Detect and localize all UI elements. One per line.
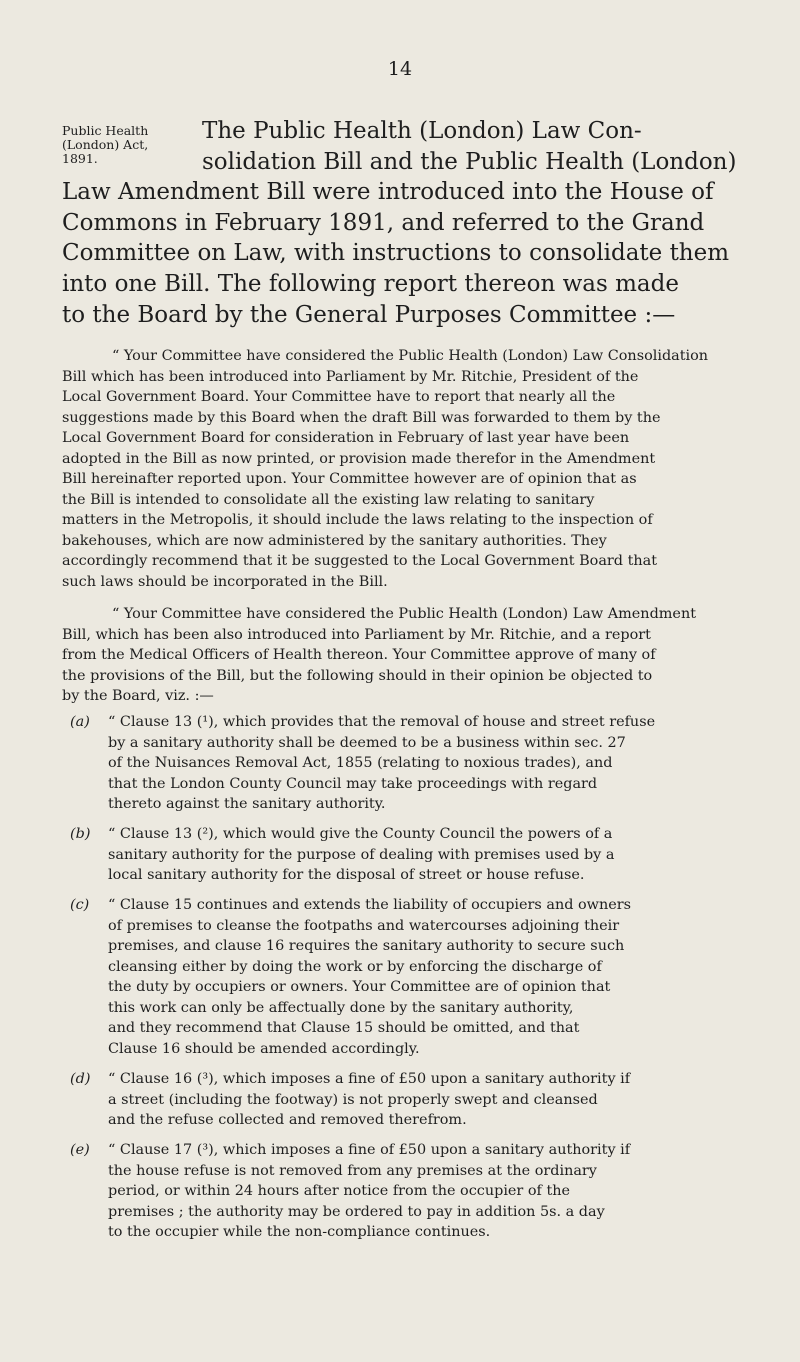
intro-line: Committee on Law, with instructions to consolidate them — [62, 240, 730, 267]
item-line: and the refuse collected and removed therefrom. — [108, 1112, 467, 1128]
objection-item-d — [62, 1069, 762, 1131]
item-line: period, or within 24 hours after notice from the occupier of the — [108, 1183, 571, 1199]
intro-line: Law Amendment Bill were introduced into the House of — [62, 179, 714, 206]
objection-item-c — [62, 895, 762, 1059]
paragraph-line: adopted in the Bill as now printed, or provision made therefor in the Amendment — [62, 450, 656, 467]
paragraph-line: the Bill is intended to consolidate all the existing law relating to sanitary — [62, 491, 595, 508]
item-line: “ Clause 13 (²), which would give the County Council the powers of a — [108, 826, 613, 842]
item-line: to the occupier while the non-compliance continues. — [108, 1224, 491, 1240]
intro-paragraph — [62, 116, 742, 330]
paragraph-line: by the Board, viz. :— — [62, 688, 214, 704]
item-line: of premises to cleanse the footpaths and watercourses adjoining their — [108, 917, 620, 934]
intro-line: The Public Health (London) Law Con- — [202, 118, 642, 144]
side-note-line: (London) Act, — [62, 137, 149, 152]
objection-item-b — [62, 824, 762, 886]
paragraph-line: Local Government Board for consideration in February of last year have been — [62, 430, 630, 446]
intro-line: to the Board by the General Purposes Committee :— — [62, 301, 676, 328]
item-line: thereto against the sanitary authority. — [108, 796, 386, 812]
item-label: (e) — [70, 1142, 90, 1158]
side-note-line: Public Health — [62, 123, 149, 138]
item-line: “ Clause 15 continues and extends the liability of occupiers and owners — [108, 897, 632, 913]
objection-item-a — [62, 712, 762, 815]
item-line: premises ; the authority may be ordered to pay in addition 5s. a day — [108, 1203, 605, 1220]
item-label: (b) — [70, 826, 91, 842]
item-line: this work can only be affectually done by the sanitary authority, — [108, 999, 574, 1016]
item-line: a street (including the footway) is not properly swept and cleansed — [108, 1091, 598, 1108]
item-label: (a) — [70, 714, 90, 730]
paragraph-line: Local Government Board. Your Committee have to report that nearly all the — [62, 389, 616, 405]
objection-item-e — [62, 1140, 762, 1243]
item-line: “ Clause 17 (³), which imposes a fine of £50 upon a sanitary authority if — [108, 1142, 631, 1158]
paragraph-amendment-bill — [62, 604, 758, 707]
paragraph-line: Bill which has been introduced into Parliament by Mr. Ritchie, President of the — [62, 368, 639, 385]
item-line: sanitary authority for the purpose of dealing with premises used by a — [108, 846, 615, 863]
paragraph-line: matters in the Metropolis, it should include the laws relating to the inspection of — [62, 512, 653, 528]
page-number: 14 — [387, 58, 413, 80]
paragraph-line: accordingly recommend that it be suggested to the Local Government Board that — [62, 553, 657, 569]
item-line: Clause 16 should be amended accordingly. — [108, 1040, 420, 1057]
paragraph-line: from the Medical Officers of Health thereon. Your Committee approve of many of — [62, 647, 656, 663]
paragraph-line: “ Your Committee have considered the Public Health (London) Law Consolidation — [112, 348, 709, 364]
paragraph-line: suggestions made by this Board when the draft Bill was forwarded to them by the — [62, 409, 661, 426]
item-line: “ Clause 16 (³), which imposes a fine of £50 upon a sanitary authority if — [108, 1071, 631, 1087]
item-line: of the Nuisances Removal Act, 1855 (relating to noxious trades), and — [108, 755, 613, 771]
item-line: local sanitary authority for the disposal of street or house refuse. — [108, 867, 585, 883]
paragraph-line: Bill hereinafter reported upon. Your Committee however are of opinion that as — [62, 471, 637, 487]
intro-line: Commons in February 1891, and referred to the Grand — [62, 209, 705, 236]
item-line: premises, and clause 16 requires the sanitary authority to secure such — [108, 938, 625, 954]
paragraph-line: Bill, which has been also introduced into Parliament by Mr. Ritchie, and a report — [62, 626, 651, 643]
paragraph-consolidation-bill — [62, 346, 758, 592]
paragraph-line: the provisions of the Bill, but the following should in their opinion be objected to — [62, 667, 653, 684]
side-note-line: 1891. — [62, 151, 98, 166]
item-line: the duty by occupiers or owners. Your Committee are of opinion that — [108, 979, 611, 995]
item-label: (d) — [70, 1071, 91, 1087]
intro-line: into one Bill. The following report thereon was made — [62, 270, 679, 297]
item-line: that the London County Council may take proceedings with regard — [108, 775, 598, 792]
item-line: cleansing either by doing the work or by enforcing the discharge of — [108, 958, 602, 975]
item-line: the house refuse is not removed from any premises at the ordinary — [108, 1162, 597, 1179]
paragraph-line: such laws should be incorporated in the Bill. — [62, 573, 388, 590]
paragraph-line: “ Your Committee have considered the Public Health (London) Law Amendment — [112, 606, 696, 622]
intro-line: solidation Bill and the Public Health (London) — [202, 148, 737, 175]
paragraph-line: bakehouses, which are now administered by the sanitary authorities. They — [62, 532, 607, 549]
item-line: “ Clause 13 (¹), which provides that the removal of house and street refuse — [108, 714, 656, 730]
item-label: (c) — [70, 897, 90, 913]
item-line: by a sanitary authority shall be deemed to be a business within sec. 27 — [108, 734, 626, 751]
item-line: and they recommend that Clause 15 should be omitted, and that — [108, 1020, 580, 1036]
